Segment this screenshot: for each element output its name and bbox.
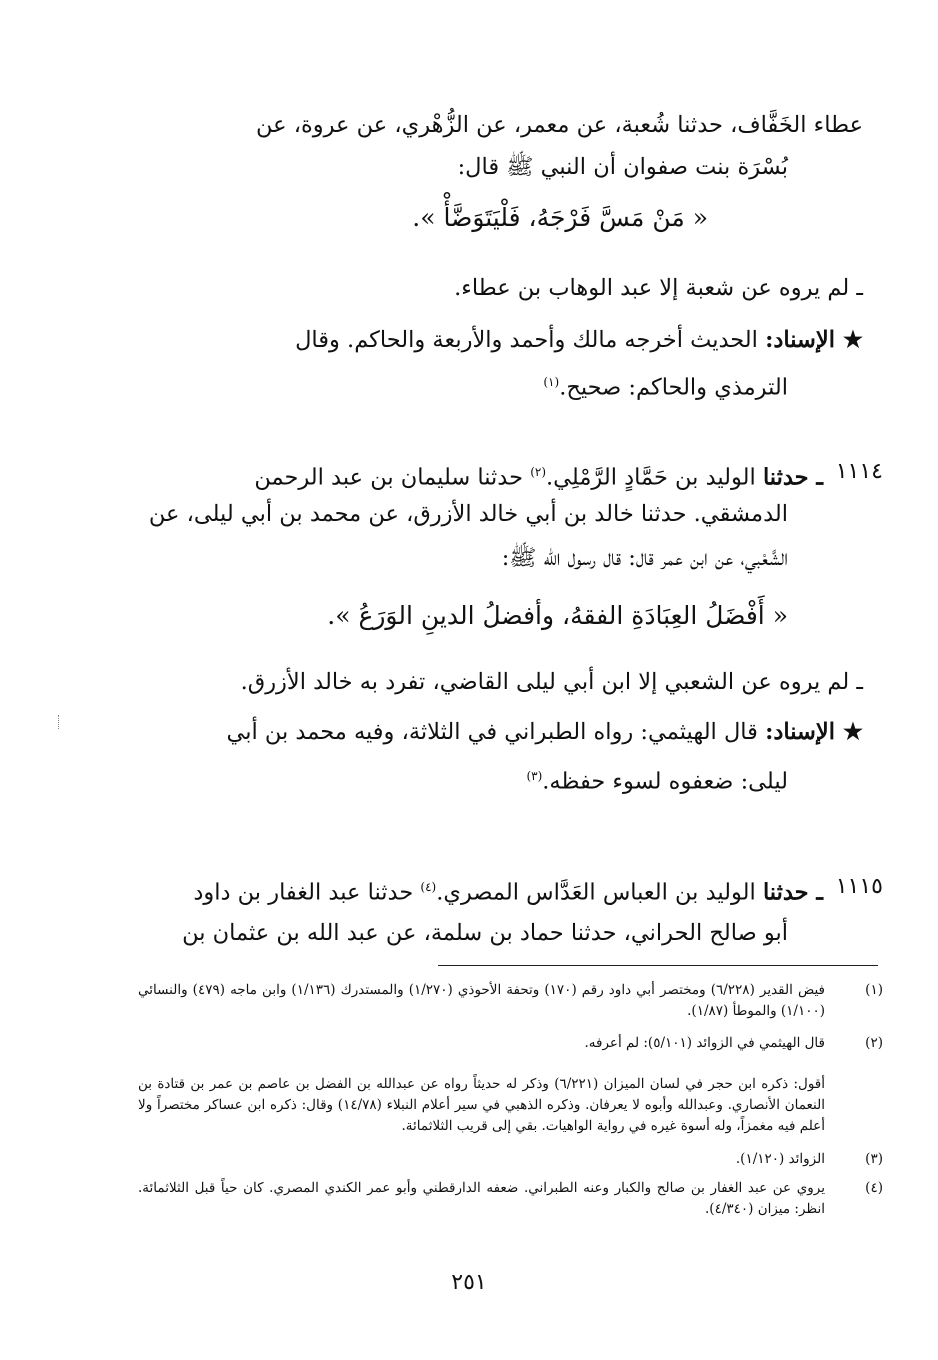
footnote bbox=[138, 1178, 883, 1220]
narrator: الوليد بن حَمَّادٍ الرَّمْلِي. bbox=[546, 464, 756, 491]
entry-1114-note: ـ لم يروه عن الشعبي إلا ابن أبي ليلى القاضي، تفرد به خالد الأزرق. bbox=[240, 669, 863, 695]
isnad-text: الترمذي والحاكم: صحيح. bbox=[559, 374, 788, 401]
footnote-text: أقول: ذكره ابن حجر في لسان الميزان (٦/٢٢١) وذكر له حديثاً رواه عن عبدالله بن الفضل بن عاصم بن عمر بن قتادة بن النعمان الأنصاري. وعبدالله وأبوه لا يعرفان. وذكره الذهبي في سير أعلام النبلاء (١٤/٧٨) وقال: ذكره ابن عساكر مختصراً ولا أعلم فيه مغمزاً، وله أسوة غيره في رواية الواهيات. بقي إلى قريب الثلاثمائة. bbox=[138, 1076, 825, 1134]
footnote-separator bbox=[438, 965, 878, 966]
entry-1114-hadith: « أَفْضَلُ العِبَادَةِ الفقهُ، وأفضلُ الدينِ الوَرَعُ ». bbox=[327, 601, 788, 630]
footnote-text: يروي عن عبد الغفار بن صالح والكبار وعنه الطبراني. ضعفه الدارقطني وأبو عمر الكندي المصري. كان حياً قبل الثلاثمائة. انظر: ميزان (٤/٣٤٠). bbox=[138, 1180, 825, 1217]
footnote-text: قال الهيثمي في الزوائد (٥/١٠١): لم أعرفه. bbox=[584, 1035, 825, 1051]
entry-lead: ـ حدثنا bbox=[762, 464, 823, 491]
entry-1114-isnad-line-1 bbox=[226, 712, 863, 752]
footnote bbox=[138, 980, 883, 1022]
narrator: الوليد بن العباس العَدَّاس المصري. bbox=[436, 879, 756, 906]
prev-isnad-line-2 bbox=[543, 362, 788, 408]
footnote bbox=[138, 1149, 883, 1170]
isnad-text: الحديث أخرجه مالك وأحمد والأربعة والحاكم. وقال bbox=[295, 327, 758, 353]
entry-1114-line-1 bbox=[254, 452, 823, 498]
entry-1115-line-2: أبو صالح الحراني، حدثنا حماد بن سلمة، عن عبد الله بن عثمان بن bbox=[182, 920, 788, 946]
entry-1114-line-3: الشَّعْبي، عن ابن عمر قال: قال رسول الله ﷺ: bbox=[501, 545, 788, 571]
entry-lead: ـ حدثنا bbox=[762, 879, 823, 906]
entry-1114-isnad-line-2 bbox=[526, 756, 788, 802]
entry-number: ١١١٥ bbox=[835, 874, 883, 899]
footnote bbox=[138, 1074, 883, 1137]
footnote-text: الزوائد (١/١٢٠). bbox=[735, 1151, 825, 1167]
prev-text-line-2: بُسْرَة بنت صفوان أن النبي ﷺ قال: bbox=[457, 154, 788, 180]
entry-1114-line-2: الدمشقي. حدثنا خالد بن أبي خالد الأزرق، عن محمد بن أبي ليلى، عن bbox=[148, 501, 788, 527]
footnote-number: (٣) bbox=[865, 1151, 883, 1167]
footnote bbox=[138, 1033, 883, 1054]
entry-1115-line-1 bbox=[193, 867, 823, 913]
prev-hadith: « مَنْ مَسَّ فَرْجَهُ، فَلْيَتَوَضَّأْ ». bbox=[412, 203, 708, 232]
footnote-number: (٤) bbox=[865, 1180, 883, 1196]
footnote-ref: (٤) bbox=[420, 880, 437, 894]
margin-mark bbox=[58, 715, 59, 729]
footnote-text: فيض القدير (٦/٢٢٨) ومختصر أبي داود رقم (١٧٠) وتحفة الأحوذي (١/٢٧٠) والمستدرك (١/١٣٦) وابن ماجه (٤٧٩) والنسائي (١/١٠٠) والموطأ (١/٨٧). bbox=[138, 982, 826, 1019]
footnote-ref: (١) bbox=[543, 375, 560, 389]
chain-text: حدثنا عبد الغفار بن داود bbox=[193, 879, 414, 906]
isnad-label: ★ الإسناد: bbox=[765, 719, 863, 745]
isnad-label: ★ الإسناد: bbox=[765, 327, 863, 353]
prev-note: ـ لم يروه عن شعبة إلا عبد الوهاب بن عطاء. bbox=[454, 275, 863, 301]
footnote-ref: (٢) bbox=[530, 465, 547, 479]
prev-text-line-1: عطاء الخَفَّاف، حدثنا شُعبة، عن معمر، عن الزُّهْري، عن عروة، عن bbox=[256, 112, 863, 138]
page-number: ٢٥١ bbox=[451, 1270, 487, 1295]
entry-number: ١١١٤ bbox=[835, 459, 883, 484]
footnote-number: (٢) bbox=[865, 1035, 883, 1051]
footnote-number: (١) bbox=[865, 982, 883, 998]
prev-isnad-line-1 bbox=[295, 320, 863, 360]
chain-text: حدثنا سليمان بن عبد الرحمن bbox=[254, 464, 524, 491]
footnote-ref: (٣) bbox=[526, 769, 543, 783]
isnad-text: قال الهيثمي: رواه الطبراني في الثلاثة، وفيه محمد بن أبي bbox=[226, 719, 758, 745]
isnad-text: ليلى: ضعفوه لسوء حفظه. bbox=[542, 768, 788, 795]
